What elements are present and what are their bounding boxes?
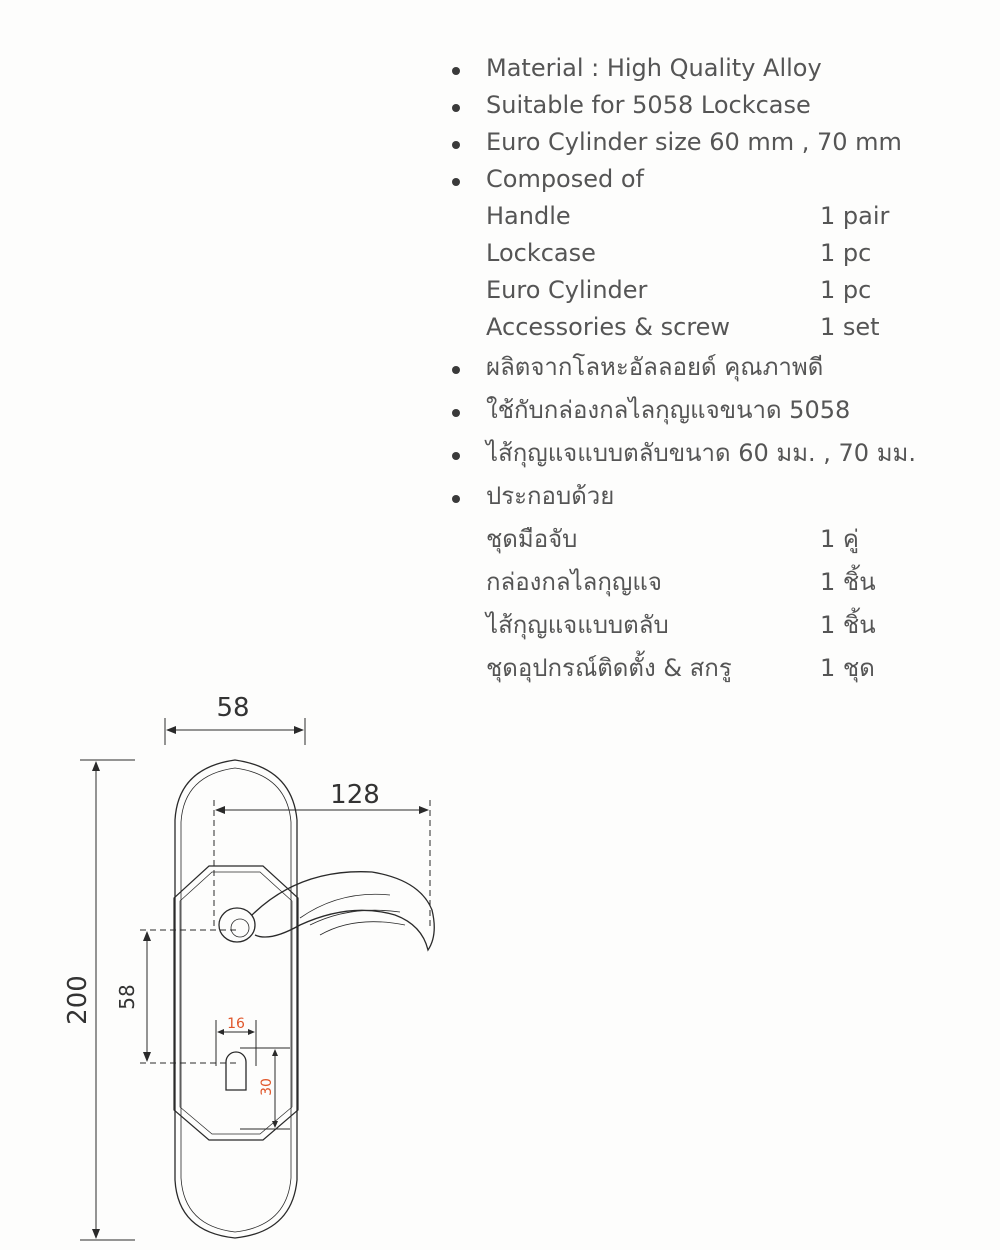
technical-drawing bbox=[0, 680, 500, 1250]
cylinder-height-dimension: 30 bbox=[259, 1078, 275, 1096]
component-row: Lockcase 1 pc bbox=[486, 239, 872, 267]
spec-list bbox=[452, 50, 992, 690]
component-row-th: ชุดมือจับ 1 คู่ bbox=[486, 525, 859, 553]
bullet-icon bbox=[452, 366, 460, 374]
bullet-icon bbox=[452, 495, 460, 503]
center-dimension: 58 bbox=[115, 984, 139, 1010]
cylinder-keyhole bbox=[226, 1052, 246, 1090]
component-row-th: ชุดอุปกรณ์ติดตั้ง & สกรู 1 ชุด bbox=[486, 654, 875, 682]
bullet-icon bbox=[452, 178, 460, 186]
projection-dimension: 128 bbox=[330, 780, 380, 810]
component-row: Handle 1 pair bbox=[486, 202, 890, 230]
spec-material: Material : High Quality Alloy bbox=[452, 50, 992, 87]
bullet-icon bbox=[452, 409, 460, 417]
bullet-icon bbox=[452, 67, 460, 75]
spec-composed: Composed of bbox=[452, 161, 992, 198]
bullet-icon bbox=[452, 104, 460, 112]
bullet-icon bbox=[452, 452, 460, 460]
component-row: Euro Cylinder 1 pc bbox=[486, 276, 872, 304]
backplate-inner-panel bbox=[174, 866, 298, 1140]
spec-suitable: Suitable for 5058 Lockcase bbox=[452, 87, 992, 124]
spec-cylinder-th: ไส้กุญแจแบบตลับขนาด 60 มม. , 70 มม. bbox=[452, 432, 992, 475]
spec-material-th: ผลิตจากโลหะอัลลอยด์ คุณภาพดี bbox=[452, 346, 992, 389]
height-dimension: 200 bbox=[63, 975, 93, 1025]
spec-cylinder: Euro Cylinder size 60 mm , 70 mm bbox=[452, 124, 992, 161]
lever-handle bbox=[219, 872, 434, 950]
bullet-icon bbox=[452, 141, 460, 149]
component-row: Accessories & screw 1 set bbox=[486, 313, 880, 341]
backplate-outline bbox=[175, 760, 297, 1238]
width-dimension: 58 bbox=[216, 693, 250, 723]
component-row-th: ไส้กุญแจแบบตลับ 1 ชิ้น bbox=[486, 611, 876, 639]
component-row-th: กล่องกลไลกุญแจ 1 ชิ้น bbox=[486, 568, 876, 596]
spec-composed-th: ประกอบด้วย bbox=[452, 475, 992, 518]
spec-suitable-th: ใช้กับกล่องกลไลกุญแจขนาด 5058 bbox=[452, 389, 992, 432]
cylinder-width-dimension: 16 bbox=[227, 1016, 245, 1032]
